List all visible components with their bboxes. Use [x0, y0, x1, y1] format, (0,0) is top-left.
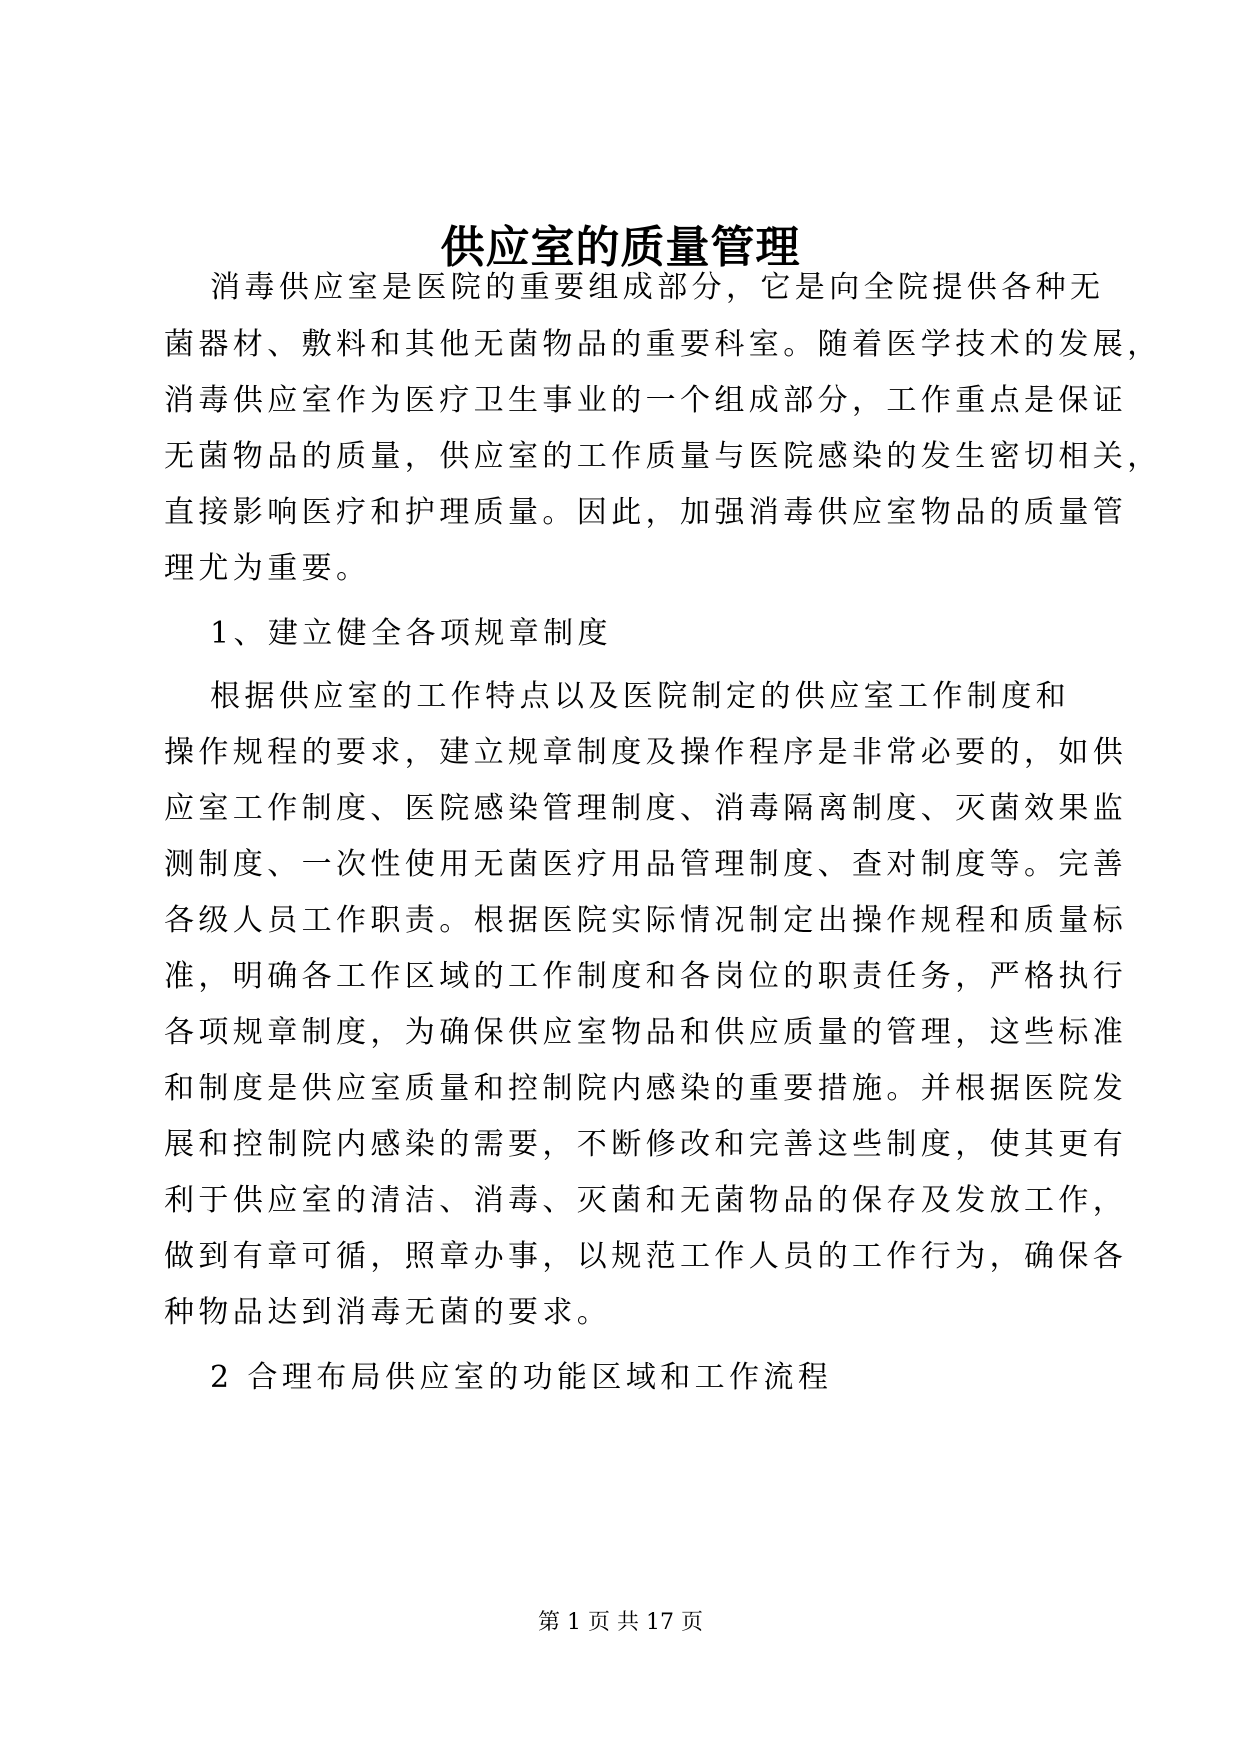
text-line: 直接影响医疗和护理质量。因此，加强消毒供应室物品的质量管: [164, 495, 1128, 530]
text-line: 根据供应室的工作特点以及医院制定的供应室工作制度和: [210, 679, 1070, 714]
text-line: 展和控制院内感染的需要，不断修改和完善这些制度，使其更有: [164, 1127, 1128, 1162]
text-line: 操作规程的要求，建立规章制度及操作程序是非常必要的，如供: [164, 735, 1128, 770]
section-heading: 1、建立健全各项规章制度: [210, 616, 612, 651]
section-heading: 2 合理布局供应室的功能区域和工作流程: [210, 1360, 833, 1395]
text-line: 测制度、一次性使用无菌医疗用品管理制度、查对制度等。完善: [164, 847, 1128, 882]
text-line: 和制度是供应室质量和控制院内感染的重要措施。并根据医院发: [164, 1071, 1128, 1106]
text-line: 准，明确各工作区域的工作制度和各岗位的职责任务，严格执行: [164, 959, 1128, 994]
text-line: 菌器材、敷料和其他无菌物品的重要科室。随着医学技术的发展，: [164, 327, 1162, 362]
text-line: 做到有章可循，照章办事，以规范工作人员的工作行为，确保各: [164, 1239, 1128, 1274]
text-line: 应室工作制度、医院感染管理制度、消毒隔离制度、灭菌效果监: [164, 791, 1128, 826]
text-line: 各级人员工作职责。根据医院实际情况制定出操作规程和质量标: [164, 903, 1128, 938]
text-line: 消毒供应室作为医疗卫生事业的一个组成部分，工作重点是保证: [164, 383, 1128, 418]
text-line: 消毒供应室是医院的重要组成部分，它是向全院提供各种无: [210, 270, 1105, 305]
text-line: 利于供应室的清洁、消毒、灭菌和无菌物品的保存及发放工作，: [164, 1183, 1128, 1218]
text-line: 各项规章制度，为确保供应室物品和供应质量的管理，这些标准: [164, 1015, 1128, 1050]
document-title: 供应室的质量管理: [440, 222, 801, 273]
text-line: 种物品达到消毒无菌的要求。: [164, 1295, 612, 1330]
text-line: 理尤为重要。: [164, 551, 371, 586]
page-footer: 第 1 页 共 17 页: [538, 1610, 703, 1635]
text-line: 无菌物品的质量，供应室的工作质量与医院感染的发生密切相关，: [164, 439, 1162, 474]
